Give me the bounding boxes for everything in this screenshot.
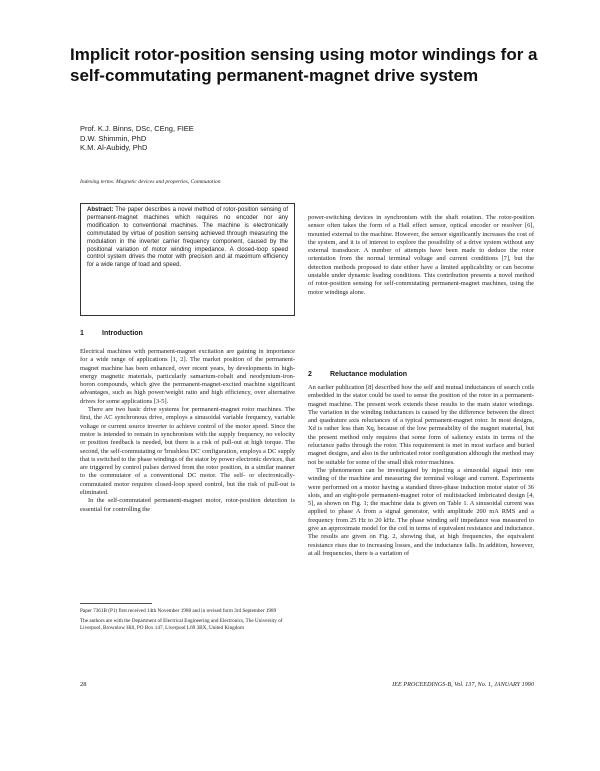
footnote-affiliation: The authors are with the Department of Electrical Engineering and Electronics, The University of Liverpool, Brownlow Hill, PO Box 147, Liverpool L69 3BX, United Kingdom bbox=[80, 617, 283, 631]
paragraph: The phenomenon can be investigated by injecting a sinusoidal signal into one winding of the machine and measuring the terminal voltage and current. Experiments were performed on a motor having a standard three-phase induction motor stator of 36 slots, and an eight-pole permanent-magnet rotor of multistacked imbricated design [4, 5], as shown on Fig. 1; the machine data is given on Table 1. A sinusoidal current was applied to phase A from a signal generator, with amplitude 200 mA RMS and a frequency from 25 Hz to 20 kHz. The phase winding self impedance was measured to give an approximate model for the coil in terms of equivalent resistance and inductance. The results are given on Fig. 2, showing that, at high frequencies, the equivalent resistance rises due to increasing losses, and the inductance falls. In addition, however, at all frequencies, there is a variation of bbox=[308, 466, 534, 557]
paragraph: There are two basic drive systems for permanent-magnet rotor machines. The first, the AC synchronous drive, employs a sinusoidal variable frequency, variable voltage or current source inverter to achieve control of the motor speed. Since the motor is intended to remain in synchronism with the supply frequency, no velocity or position feedback is needed, but there is a risk of pull-out at high torque. The second, the self-commutating or 'brushless DC' configuration, employs a DC supply that is switched to the phase windings of the stator by power electronic devices, that are triggered by control pulses derived from the rotor position, in a similar manner to the commutator of a conventional DC motor. The self- or electronically-commutated motor requires closed-loop speed control, but the risk of pull-out is eliminated. bbox=[80, 406, 295, 497]
author-list bbox=[80, 124, 194, 153]
section-heading-reluctance-modulation bbox=[308, 371, 407, 378]
abstract-text: The paper describes a novel method of rotor-position sensing of permanent-magnet machines which requires no encoder nor any modification to conventional machines. The machine is electronically commutated by virtue of position sensing achieved through measuring the modulation in the inverter carrier frequency component, caused by the positional variation of motor winding impedance. A closed-loop speed control system drives the motor with precision and at maximum efficiency for a wide range of load and speed. bbox=[87, 207, 289, 269]
column-left-body bbox=[80, 348, 295, 602]
indexing-terms: Indexing terms: Magnetic devices and properties, Commutation bbox=[80, 179, 221, 185]
footnote bbox=[80, 608, 295, 631]
journal-footer: IEE PROCEEDINGS-B, Vol. 137, No. 1, JANUARY 1990 bbox=[392, 681, 534, 688]
abstract-label: Abstract: bbox=[87, 207, 114, 213]
section-number: 1 bbox=[80, 330, 84, 337]
column-right-body bbox=[308, 384, 534, 674]
page-number: 28 bbox=[80, 681, 87, 688]
abstract-box bbox=[80, 203, 295, 316]
footnote-rule bbox=[80, 603, 152, 604]
paragraph: Electrical machines with permanent-magnet excitation are gaining in importance for a wide range of applications [1, 2]. The market position of the permanent-magnet machine has been enhanced, over recent years, by developments in high-energy magnetic materials, particularly samarium-cobalt and neodymium-iron-boron compounds, which give the permanent-magnet-excited machine significant advantages, such as high power/weight ratio and high efficiency, over alternative drives for some applications [3-5]. bbox=[80, 348, 295, 405]
section-heading-introduction bbox=[80, 330, 143, 337]
column-right-top bbox=[308, 214, 534, 354]
section-title: Reluctance modulation bbox=[330, 371, 408, 378]
author: K.M. Al-Aubidy, PhD bbox=[80, 143, 148, 152]
paragraph: power-switching devices in synchronism with the shaft rotation. The rotor-position sensor often takes the form of a Hall effect sensor, optical encoder or resolver [6], mounted external to the machine. However, the sensor significantly increases the cost of the system, and it is of interest to explore the possibility of a drive system without any external transducer. A number of attempts have been made to deduce the rotor orientation from the normal terminal voltage and current conditions [7], but the detection methods proposed to date either have a limited applicability or can become unstable under dynamic loading conditions. This contribution presents a novel method of rotor-position sensing for self-commutating permanent-magnet machines, using the motor windings alone. bbox=[308, 214, 534, 296]
section-title: Introduction bbox=[102, 330, 143, 337]
author: Prof. K.J. Binns, DSc, CEng, FIEE bbox=[80, 124, 194, 133]
footnote-received: Paper 7361B (P1) first received 14th November 1988 and in revised form 3rd September 1989 bbox=[80, 608, 277, 614]
paragraph: In the self-commutated permanent-magnet motor, rotor-position detection is essential for controlling the bbox=[80, 497, 295, 513]
paper-title: Implicit rotor-position sensing using motor windings for a self-commutating permanent-magnet drive system bbox=[70, 45, 538, 85]
paragraph: An earlier publication [8] described how the self and mutual inductances of search coils embedded in the stator could be used to sense the position of the rotor in a permanent-magnet machine. The present work extends these results to the main stator windings. The variation in the winding inductances is caused by the difference between the direct and quadrature axis reluctances of a typical permanent-magnet rotor. In most designs, Xd is rather less than Xq, because of the low permeability of the magnet material, but the present method only requires that some form of saliency exists in terms of the reluctance paths through the rotor. This requirement is met in most surface and buried magnet designs, and also in the unbricated rotor configuration although the method may not be suitable for some of the small disk rotor machines. bbox=[308, 384, 534, 466]
author: D.W. Shimmin, PhD bbox=[80, 133, 147, 143]
section-number: 2 bbox=[308, 371, 312, 378]
